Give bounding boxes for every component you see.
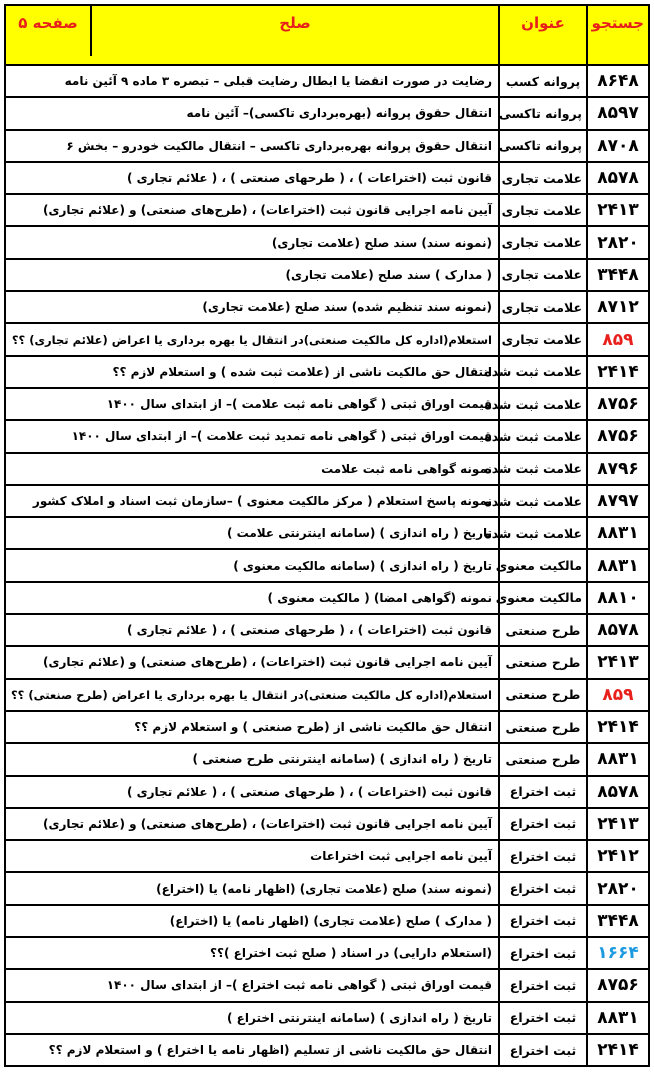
row-code[interactable]: ۲۴۱۲ [587,840,649,872]
row-description: قیمت اوراق ثبتی ( گواهی نامه تمدید ثبت علامت )– از ابتدای سال ۱۴۰۰ [5,420,499,452]
table-row [5,162,649,194]
header-peace: صلح [90,6,498,56]
row-code[interactable]: ۸۵۹ [587,679,649,711]
table-row [5,97,649,129]
row-title: مالکیت معنوی [499,582,587,614]
index-table [4,4,650,1067]
row-description: قانون ثبت (اختراعات ) ، ( طرحهای صنعتی ) ، ( علائم تجاری ) [5,162,499,194]
table-row [5,388,649,420]
table-row [5,808,649,840]
row-title: طرح صنعتی [499,711,587,743]
row-title: ثبت اختراع [499,969,587,1001]
row-description: ( مدارک ) سند صلح (علامت تجاری) [5,259,499,291]
row-title: علامت ثبت شده [499,453,587,485]
table-row [5,485,649,517]
row-code[interactable]: ۸۶۴۸ [587,65,649,97]
row-code[interactable]: ۲۴۱۴ [587,356,649,388]
table-row [5,226,649,258]
row-code[interactable]: ۳۴۴۸ [587,905,649,937]
header-page: صفحه ۵ [18,14,78,32]
table-row [5,614,649,646]
row-code[interactable]: ۲۴۱۴ [587,1034,649,1066]
row-title: علامت تجاری [499,323,587,355]
row-title: طرح صنعتی [499,743,587,775]
row-description: تاریخ ( راه اندازی ) (سامانه مالکیت معنوی ) [5,549,499,581]
table-row [5,130,649,162]
row-description: آیین نامه اجرایی ثبت اختراعات [5,840,499,872]
row-title: علامت ثبت شده [499,517,587,549]
row-description: انتقال حق مالکیت ناشی از (طرح صنعتی ) و استعلام لازم ؟؟ [5,711,499,743]
row-code[interactable]: ۲۴۱۳ [587,808,649,840]
row-description: تاریخ ( راه اندازی ) (سامانه اینترنتی طرح صنعتی ) [5,743,499,775]
row-code[interactable]: ۱۶۶۴ [587,937,649,969]
row-code[interactable]: ۸۷۱۲ [587,291,649,323]
table-row [5,453,649,485]
row-title: طرح صنعتی [499,646,587,678]
table-row [5,549,649,581]
row-code[interactable]: ۸۵۷۸ [587,614,649,646]
row-code[interactable]: ۲۴۱۳ [587,194,649,226]
row-description: تاریخ ( راه اندازی ) (سامانه اینترنتی اختراع ) [5,1002,499,1034]
row-code[interactable]: ۲۴۱۳ [587,646,649,678]
table-row [5,582,649,614]
row-title: علامت ثبت شده [499,420,587,452]
row-code[interactable]: ۸۷۵۶ [587,388,649,420]
row-description: آیین نامه اجرایی قانون ثبت (اختراعات) ، (طرح‌های صنعتی) و (علائم تجاری) [5,646,499,678]
table-row [5,840,649,872]
table-row [5,743,649,775]
table-row [5,646,649,678]
row-title: ثبت اختراع [499,840,587,872]
table-row [5,679,649,711]
table-row [5,1034,649,1066]
table-row [5,194,649,226]
row-code[interactable]: ۸۵۹۷ [587,97,649,129]
table-row [5,776,649,808]
table-row [5,517,649,549]
row-title: طرح صنعتی [499,614,587,646]
row-title: مالکیت معنوی [499,549,587,581]
table-row [5,259,649,291]
row-description: استعلام(اداره کل مالکیت صنعتی)در انتقال یا بهره برداری یا اعراض (طرح صنعتی) ؟؟ [5,679,499,711]
row-code[interactable]: ۸۸۳۱ [587,517,649,549]
row-code[interactable]: ۸۷۰۸ [587,130,649,162]
row-title: علامت ثبت شده [499,356,587,388]
row-title: طرح صنعتی [499,679,587,711]
row-description: رضایت در صورت انقضا یا ابطال رضایت قبلی – تبصره ۳ ماده ۹ آئین نامه [5,65,499,97]
row-title: علامت تجاری [499,291,587,323]
row-description: انتقال حق مالکیت ناشی از تسلیم (اظهار نامه یا اختراع ) و استعلام لازم ؟؟ [5,1034,499,1066]
table-row [5,323,649,355]
table-row [5,937,649,969]
row-description: (نمونه سند تنظیم شده) سند صلح (علامت تجاری) [5,291,499,323]
table-row [5,1002,649,1034]
row-description: (نمونه سند) صلح (علامت تجاری) (اظهار نامه) یا (اختراع) [5,872,499,904]
row-description: نمونه (گواهی امضا) ( مالکیت معنوی ) [5,582,499,614]
row-description: استعلام(اداره کل مالکیت صنعتی)در انتقال یا بهره برداری یا اعراض (علائم تجاری) ؟؟ [5,323,499,355]
row-title: ثبت اختراع [499,808,587,840]
row-description: تاریخ ( راه اندازی ) (سامانه اینترنتی علامت ) [5,517,499,549]
row-description: (استعلام دارایی) در اسناد ( صلح ثبت اختراع )؟؟ [5,937,499,969]
row-code[interactable]: ۳۴۴۸ [587,259,649,291]
row-description: انتقال حق مالکیت ناشی از (علامت ثبت شده ) و استعلام لازم ؟؟ [5,356,499,388]
row-code[interactable]: ۸۵۷۸ [587,776,649,808]
row-title: ثبت اختراع [499,872,587,904]
row-description: آیین نامه اجرایی قانون ثبت (اختراعات) ، (طرح‌های صنعتی) و (علائم تجاری) [5,194,499,226]
header-peace-group [5,5,499,65]
row-title: علامت تجاری [499,259,587,291]
row-code[interactable]: ۸۷۹۷ [587,485,649,517]
table-body [5,65,649,1066]
row-description: قیمت اوراق ثبتی ( گواهی نامه ثبت علامت )– از ابتدای سال ۱۴۰۰ [5,388,499,420]
header-row [5,5,649,65]
table-row [5,711,649,743]
row-description: ( مدارک ) صلح (علامت تجاری) (اظهار نامه) یا (اختراع) [5,905,499,937]
row-description: قیمت اوراق ثبتی ( گواهی نامه ثبت اختراع )– از ابتدای سال ۱۴۰۰ [5,969,499,1001]
row-description: انتقال حقوق پروانه (بهره‌برداری تاکسی)– آئین نامه [5,97,499,129]
row-title: ثبت اختراع [499,937,587,969]
row-code[interactable]: ۸۸۳۱ [587,1002,649,1034]
row-code[interactable]: ۸۵۷۸ [587,162,649,194]
table-row [5,905,649,937]
header-title: عنوان [499,5,587,65]
row-code[interactable]: ۸۸۳۱ [587,549,649,581]
table-row [5,356,649,388]
row-code[interactable]: ۸۷۵۶ [587,420,649,452]
row-description: نمونه پاسخ استعلام ( مرکز مالکیت معنوی ) –سازمان ثبت اسناد و املاک کشور [5,485,499,517]
table-row [5,969,649,1001]
row-description: انتقال حقوق پروانه بهره‌برداری تاکسی – انتقال مالکیت خودرو – بخش ۶ [5,130,499,162]
row-title: پروانه تاکسی [499,97,587,129]
row-title: ثبت اختراع [499,1002,587,1034]
row-description: نمونه گواهی نامه ثبت علامت [5,453,499,485]
header-search: جستجو [587,5,649,65]
row-code[interactable]: ۸۵۹ [587,323,649,355]
row-code[interactable]: ۲۸۲۰ [587,872,649,904]
row-code[interactable]: ۸۸۱۰ [587,582,649,614]
row-code[interactable]: ۸۷۹۶ [587,453,649,485]
row-title: پروانه تاکسی [499,130,587,162]
table-row [5,872,649,904]
row-title: علامت ثبت شده [499,485,587,517]
table-row [5,291,649,323]
row-title: علامت تجاری [499,226,587,258]
row-title: علامت تجاری [499,162,587,194]
row-description: قانون ثبت (اختراعات ) ، ( طرحهای صنعتی ) ، ( علائم تجاری ) [5,614,499,646]
row-description: قانون ثبت (اختراعات ) ، ( طرحهای صنعتی ) ، ( علائم تجاری ) [5,776,499,808]
row-title: علامت تجاری [499,194,587,226]
table-row [5,420,649,452]
row-title: ثبت اختراع [499,1034,587,1066]
table-row [5,65,649,97]
row-code[interactable]: ۲۴۱۴ [587,711,649,743]
row-description: (نمونه سند) سند صلح (علامت تجاری) [5,226,499,258]
row-title: پروانه کسب [499,65,587,97]
row-code[interactable]: ۲۸۲۰ [587,226,649,258]
row-description: آیین نامه اجرایی قانون ثبت (اختراعات) ، (طرح‌های صنعتی) و (علائم تجاری) [5,808,499,840]
row-title: علامت ثبت شده [499,388,587,420]
row-title: ثبت اختراع [499,776,587,808]
row-title: ثبت اختراع [499,905,587,937]
row-code[interactable]: ۸۷۵۶ [587,969,649,1001]
row-code[interactable]: ۸۸۳۱ [587,743,649,775]
